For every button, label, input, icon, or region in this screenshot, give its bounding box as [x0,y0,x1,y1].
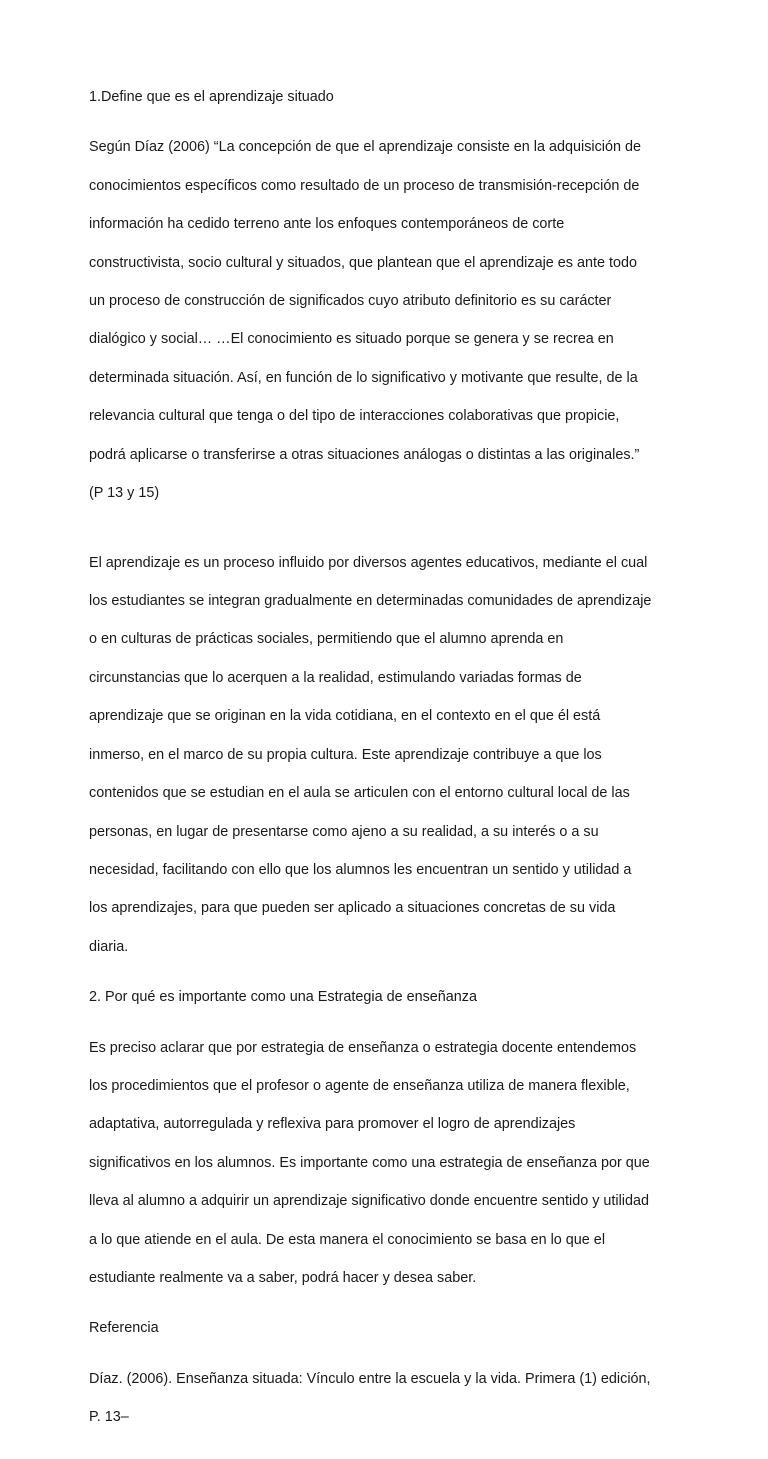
paragraph-line: constructivista, socio cultural y situados, que plantean que el aprendizaje es ante todo [89,254,637,271]
reference-entry [89,1351,689,1447]
paragraph-line: Es preciso aclarar que por estrategia de enseñanza o estrategia docente entendemos [89,1039,637,1056]
paragraph-line: lleva al alumno a adquirir un aprendizaje significativo donde encuentre sentido y utilidad [89,1193,649,1210]
question-1-heading: 1.Define que es el aprendizaje situado [89,89,334,105]
paragraph-line: personas, en lugar de presentarse como ajeno a su realidad, a su interés o a su [89,823,599,840]
paragraph-line: adaptativa, autorregulada y reflexiva para promover el logro de aprendizajes [89,1116,576,1133]
paragraph-line: podrá aplicarse o transferirse a otras situaciones análogas o distintas a las originales.” [89,446,640,463]
paragraph-line: conocimientos específicos como resultado de un proceso de transmisión-recepción de [89,177,640,194]
paragraph-line: contenidos que se estudian en el aula se articulen con el entorno cultural local de las [89,785,630,802]
paragraph-line: los estudiantes se integran gradualmente en determinadas comunidades de aprendizaje [89,593,652,610]
paragraph-line: necesidad, facilitando con ello que los alumnos les encuentran un sentido y utilidad a [89,861,632,878]
paragraph-line: a lo que atiende en el aula. De esta manera el conocimiento se basa en lo que el [89,1231,606,1248]
question-2-heading: 2. Por qué es importante como una Estrategia de enseñanza [89,989,477,1006]
reference-line: Díaz. (2006). Enseñanza situada: Vínculo entre la escuela y la vida. Primera (1) edición, [89,1370,651,1387]
question-2-paragraph [89,1019,689,1307]
reference-line: P. 13– [89,1409,129,1426]
reference-heading: Referencia [89,1320,159,1337]
paragraph-line: circunstancias que lo acerquen a la realidad, estimulando variadas formas de [89,669,582,686]
question-1-paragraph-1 [89,119,689,522]
document-page [89,88,689,1459]
paragraph-line: aprendizaje que se originan en la vida cotidiana, en el contexto en el que él está [89,708,601,725]
paragraph-line: diaria. [89,938,129,955]
paragraph-line: estudiante realmente va a saber, podrá hacer y desea saber. [89,1269,477,1286]
paragraph-line: un proceso de construcción de significados cuyo atributo definitorio es su carácter [89,293,612,310]
paragraph-line: Según Díaz (2006) “La concepción de que el aprendizaje consiste en la adquisición de [89,139,642,156]
paragraph-line: (P 13 y 15) [89,485,160,502]
paragraph-line: relevancia cultural que tenga o del tipo de interacciones colaborativas que propicie, [89,408,620,425]
paragraph-line: los aprendizajes, para que pueden ser aplicado a situaciones concretas de su vida [89,900,616,917]
paragraph-line: dialógico y social… …El conocimiento es situado porque se genera y se recrea en [89,331,614,348]
paragraph-line: los procedimientos que el profesor o agente de enseñanza utiliza de manera flexible, [89,1077,630,1094]
paragraph-line: significativos en los alumnos. Es importante como una estrategia de enseñanza por que [89,1154,650,1171]
paragraph-line: El aprendizaje es un proceso influido por diversos agentes educativos, mediante el cual [89,554,648,571]
paragraph-line: información ha cedido terreno ante los enfoques contemporáneos de corte [89,216,565,233]
paragraph-line: determinada situación. Así, en función de lo significativo y motivante que resulte, de la [89,369,638,386]
question-1-paragraph-2 [89,534,689,976]
paragraph-line: inmerso, en el marco de su propia cultura. Este aprendizaje contribuye a que los [89,746,602,763]
paragraph-line: o en culturas de prácticas sociales, permitiendo que el alumno aprenda en [89,631,564,648]
